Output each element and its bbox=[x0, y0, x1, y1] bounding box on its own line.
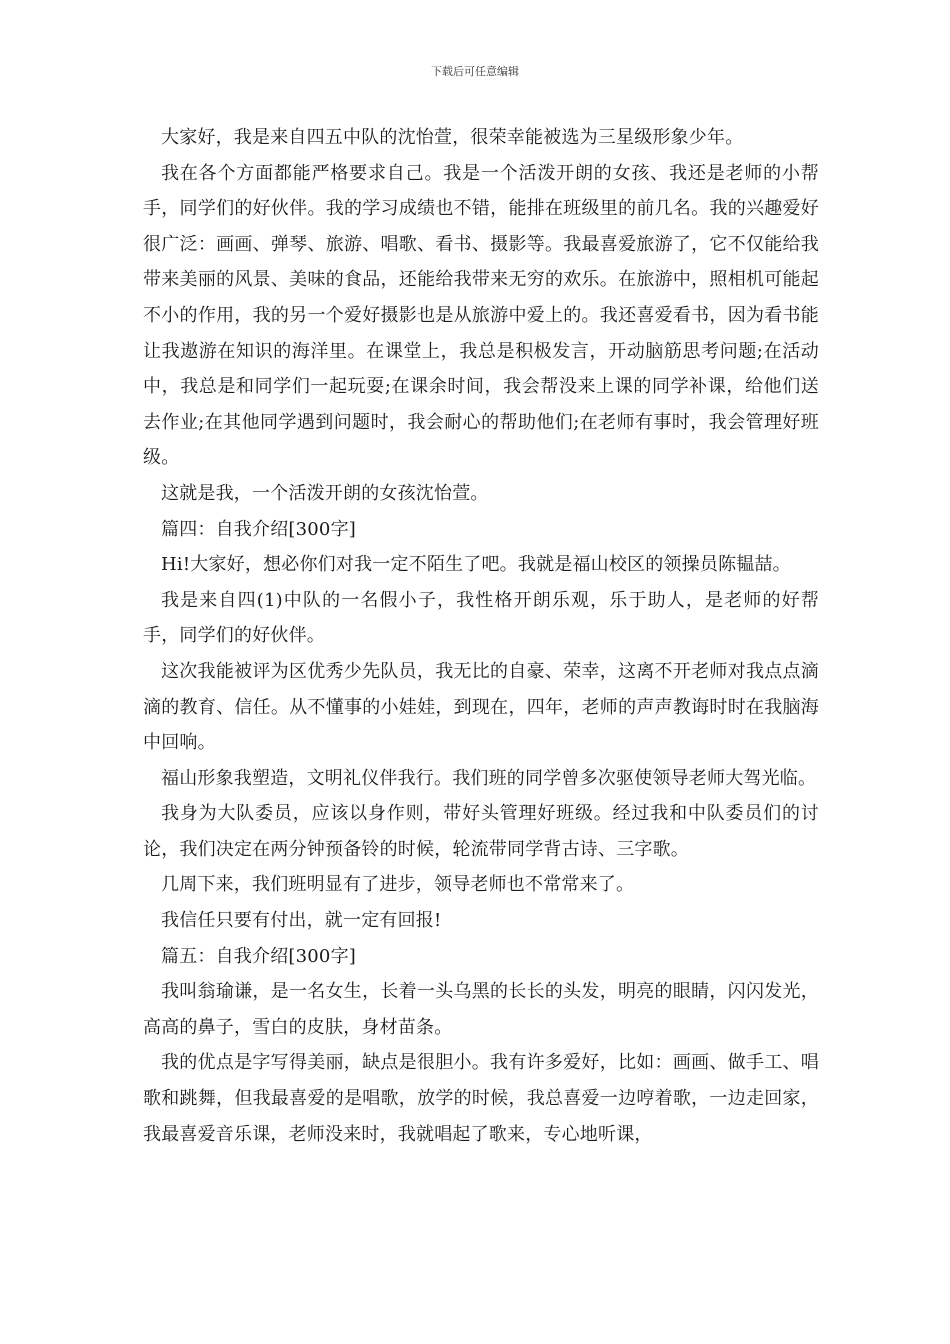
paragraph: 几周下来，我们班明显有了进步，领导老师也不常常来了。 bbox=[161, 874, 635, 896]
paragraph: 这次我能被评为区优秀少先队员，我无比的自豪、荣幸，这离不开老师对我点点滴滴的教育、信任。从不懂事的小娃娃，到现在，四年，老师的声声教诲时时在我脑海中回响。 bbox=[143, 660, 819, 754]
page-header: 下载后可任意编辑 bbox=[431, 65, 519, 78]
paragraph: 大家好，我是来自四五中队的沈怡萱，很荣幸能被选为三星级形象少年。 bbox=[161, 127, 744, 148]
paragraph: 我是来自四(1)中队的一名假小子，我性格开朗乐观，乐于助人，是老师的好帮手，同学们的好伙伴。 bbox=[143, 589, 819, 647]
paragraph: Hi!大家好，想必你们对我一定不陌生了吧。我就是福山校区的领操员陈韫喆。 bbox=[161, 554, 791, 576]
paragraph: 我在各个方面都能严格要求自己。我是一个活泼开朗的女孩、我还是老师的小帮手，同学们的好伙伴。我的学习成绩也不错，能排在班级里的前几名。我的兴趣爱好很广泛：画画、弹琴、旅游、唱歌、看书、摄影等。我最喜爱旅游了，它不仅能给我带来美丽的风景、美味的食品，还能给我带来无穷的欢乐。在旅游中，照相机可能起不小的作用，我的另一个爱好摄影也是从旅游中爱上的。我还喜爱看书，因为看书能让我遨游在知识的海洋里。在课堂上，我总是积极发言，开动脑筋思考问题;在活动中，我总是和同学们一起玩耍;在课余时间，我会帮没来上课的同学补课，给他们送去作业;在其他同学遇到问题时，我会耐心的帮助他们;在老师有事时，我会管理好班级。 bbox=[143, 162, 819, 469]
paragraph: 这就是我，一个活泼开朗的女孩沈怡萱。 bbox=[161, 482, 489, 504]
section-heading: 篇四：自我介绍[300字] bbox=[161, 518, 357, 540]
paragraph: 福山形象我塑造，文明礼仪伴我行。我们班的同学曾多次驱使领导老师大驾光临。 bbox=[161, 767, 817, 789]
paragraph: 我叫翁瑜谦，是一名女生，长着一头乌黑的长长的头发，明亮的眼睛，闪闪发光，高高的鼻子，雪白的皮肤，身材苗条。 bbox=[143, 981, 819, 1038]
paragraph: 我的优点是字写得美丽，缺点是很胆小。我有许多爱好，比如：画画、做手工、唱歌和跳舞，但我最喜爱的是唱歌，放学的时候，我总喜爱一边哼着歌，一边走回家，我最喜爱音乐课，老师没来时，我就唱起了歌来，专心地听课， bbox=[143, 1052, 819, 1145]
document-body bbox=[143, 120, 819, 1152]
paragraph: 我身为大队委员，应该以身作则，带好头管理好班级。经过我和中队委员们的讨论，我们决定在两分钟预备铃的时候，轮流带同学背古诗、三字歌。 bbox=[143, 803, 819, 860]
section-heading: 篇五：自我介绍[300字] bbox=[161, 945, 357, 967]
paragraph: 我信任只要有付出，就一定有回报! bbox=[161, 910, 442, 932]
